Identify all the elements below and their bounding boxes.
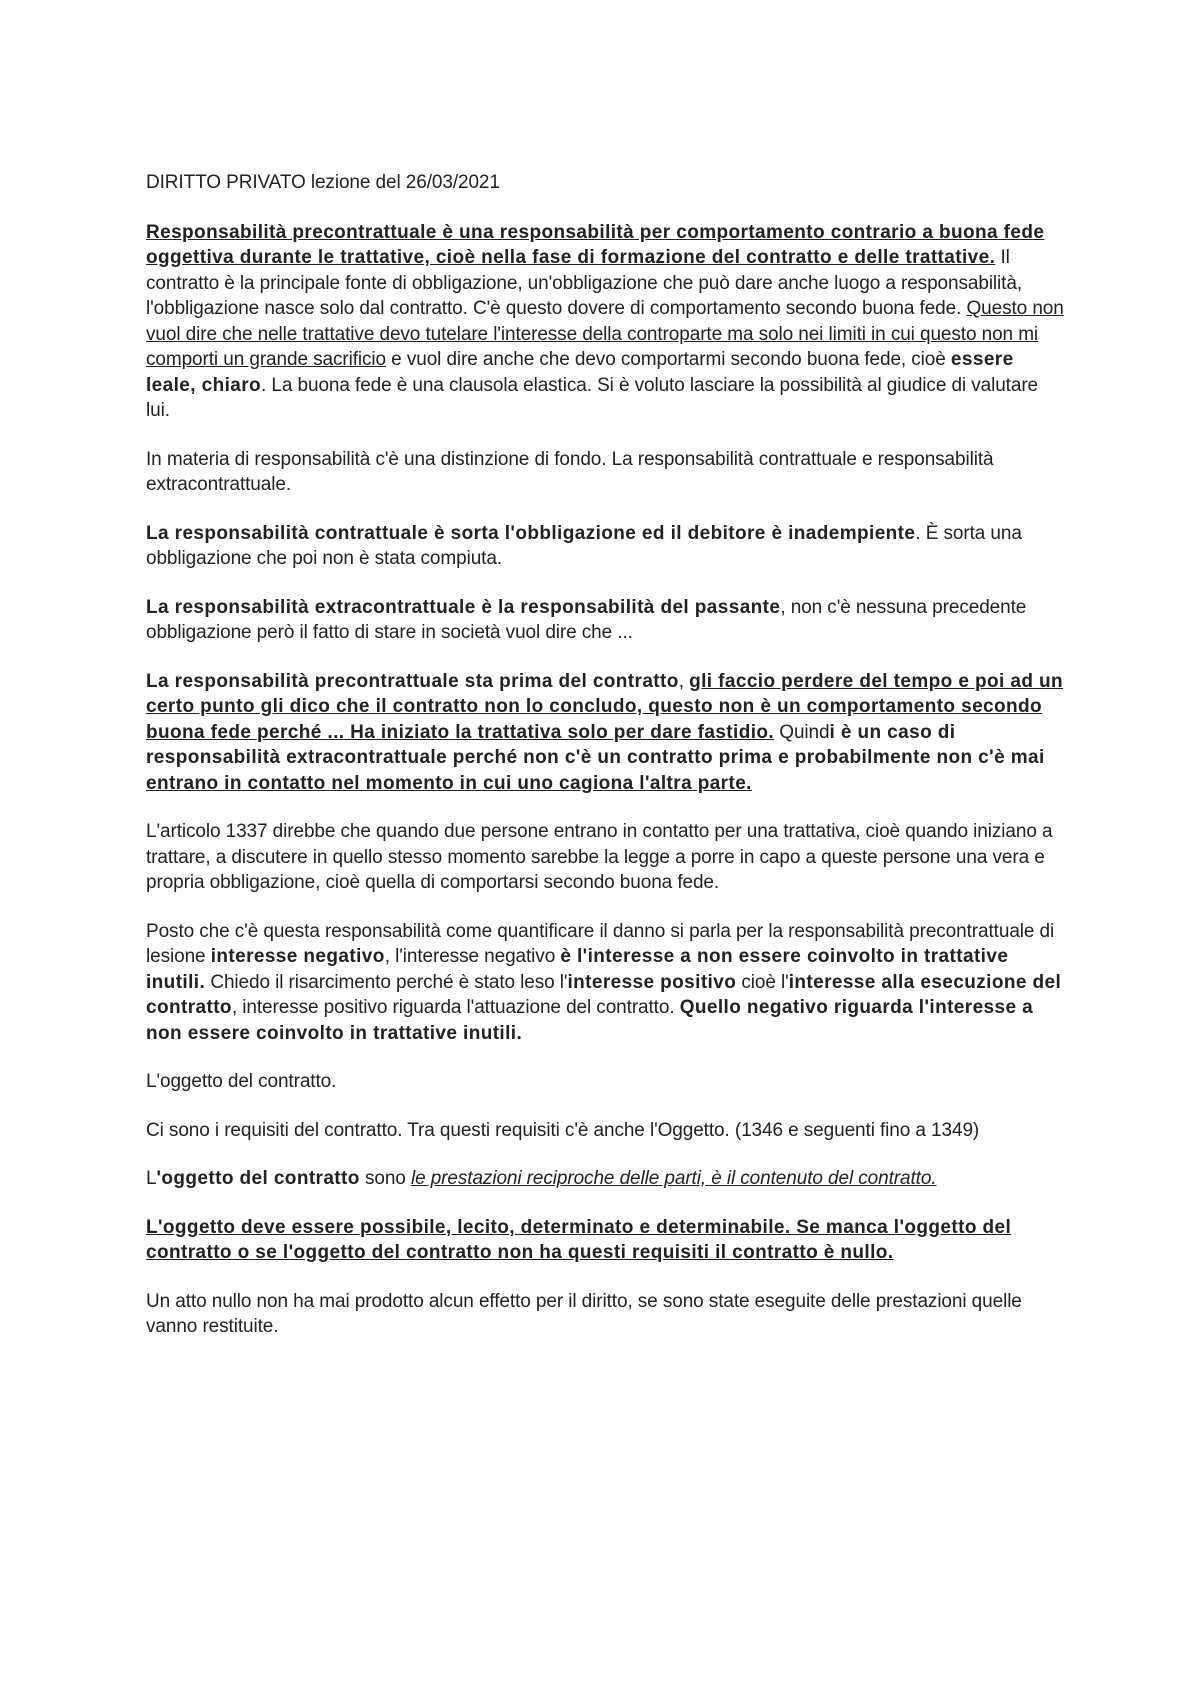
paragraph-atto-nullo: Un atto nullo non ha mai prodotto alcun effetto per il diritto, se sono state eseguite delle prestazioni quelle vanno restituite. <box>146 1290 1022 1337</box>
document-title: DIRITTO PRIVATO lezione del 26/03/2021 <box>146 172 500 193</box>
text-segment: , interesse positivo riguarda l'attuazione del contratto. <box>231 997 680 1018</box>
bold-segment: interesse positivo <box>567 971 737 993</box>
paragraph-contractual-responsibility <box>146 521 1066 572</box>
text-segment: , l'interesse negativo <box>384 946 561 967</box>
text-segment: L <box>146 1168 157 1189</box>
italic-underlined-segment: le prestazioni reciproche delle parti, è il contenuto del contratto. <box>410 1168 937 1189</box>
bold-segment: La responsabilità contrattuale è sorta l'obbligazione ed il debitore è inadempiente <box>146 522 916 544</box>
bold-underlined-segment: gli faccio perdere del tempo e poi ad un certo punto gli dico che il contratto non lo concludo, questo non è un comportamento secondo buona fede perché ... Ha iniziato la trattativa solo per dare fastidio. <box>146 670 1064 743</box>
text-segment: e vuol dire anche che devo comportarmi secondo buona fede, cioè <box>386 349 951 370</box>
bold-segment: Quello negativo riguarda l'interesse a non essere coinvolto in trattative inutili. <box>146 997 1034 1044</box>
bold-segment: interesse alla esecuzione del contratto <box>146 971 1062 1018</box>
paragraph-precontractual-before-contract <box>146 669 1066 797</box>
bold-underlined-segment: L'oggetto deve essere possibile, lecito, determinato e determinabile. Se manca l'oggetto del contratto o se l'oggetto del contratto non ha questi requisiti il contratto è nullo. <box>146 1216 1012 1263</box>
paragraph-oggetto-requirements <box>146 1215 1066 1266</box>
paragraph-interesse-negativo <box>146 919 1066 1047</box>
paragraph-precontractual-definition <box>146 220 1066 424</box>
bold-segment: La responsabilità extracontrattuale è la responsabilità del passante <box>146 596 781 618</box>
text-segment: . È sorta una obbligazione che poi non è stata compiuta. <box>146 522 1022 569</box>
bold-underlined-definition: Responsabilità precontrattuale è una responsabilità per comportamento contrario a buona fede oggettiva durante le trattative, cioè nella fase di formazione del contratto e delle trattative. <box>146 221 1045 268</box>
text-segment: Posto che c'è questa responsabilità come quantificare il danno si parla per la responsabilità precontrattuale di lesione <box>146 920 1055 967</box>
text-segment: , non c'è nessuna precedente obbligazione però il fatto di stare in società vuol dire che ... <box>146 596 1027 643</box>
paragraph-extracontractual-responsibility <box>146 595 1066 646</box>
text-segment: , <box>678 670 690 692</box>
paragraph-article-1337: L'articolo 1337 direbbe che quando due persone entrano in contatto per una trattativa, cioè quando iniziano a trattare, a discutere in quello stesso momento sarebbe la legge a porre in capo a queste persone una vera e propria obbligazione, cioè quella di comportarsi secondo buona fede. <box>146 821 1053 893</box>
text-segment: Quind <box>774 721 830 743</box>
paragraph-requisiti: Ci sono i requisiti del contratto. Tra questi requisiti c'è anche l'Oggetto. (1346 e seguenti fino a 1349) <box>146 1119 980 1141</box>
bold-segment: è l'interesse a non essere coinvolto in trattative inutili. <box>146 946 1009 993</box>
bold-segment: essere leale, chiaro <box>146 349 1014 396</box>
bold-segment: interesse negativo <box>210 946 385 967</box>
paragraph-oggetto-heading: L'oggetto del contratto. <box>146 1071 337 1092</box>
text-segment: Il contratto è la principale fonte di obbligazione, un'obbligazione che può dare anche luogo a responsabilità, l'obbligazione nasce solo dal contratto. C'è questo dovere di comportamento secondo buona fede. <box>146 247 1023 319</box>
bold-segment: La responsabilità precontrattuale sta prima del contratto <box>146 670 679 692</box>
bold-segment: 'oggetto del contratto <box>156 1168 360 1189</box>
text-segment: cioè l' <box>736 971 789 993</box>
paragraph-responsibility-distinction: In materia di responsabilità c'è una distinzione di fondo. La responsabilità contrattuale e responsabilità extracontrattuale. <box>146 448 994 495</box>
bold-segment: i è un caso di responsabilità extracontrattuale perché non c'è un contratto prima e probabilmente non c'è mai <box>146 721 1045 768</box>
document-page <box>146 170 1066 1363</box>
bold-underlined-segment: entrano in contatto nel momento in cui uno cagiona l'altra parte. <box>146 772 752 794</box>
text-segment: sono <box>359 1168 411 1189</box>
text-segment: . La buona fede è una clausola elastica. Si è voluto lasciare la possibilità al giudice di valutare lui. <box>146 374 1039 421</box>
underlined-segment: Questo non vuol dire che nelle trattative devo tutelare l'interesse della controparte ma solo nei limiti in cui questo non mi comporti un grande sacrificio <box>146 298 1064 370</box>
text-segment: Chiedo il risarcimento perché è stato leso l' <box>205 971 568 993</box>
paragraph-oggetto-definition <box>146 1166 1066 1192</box>
